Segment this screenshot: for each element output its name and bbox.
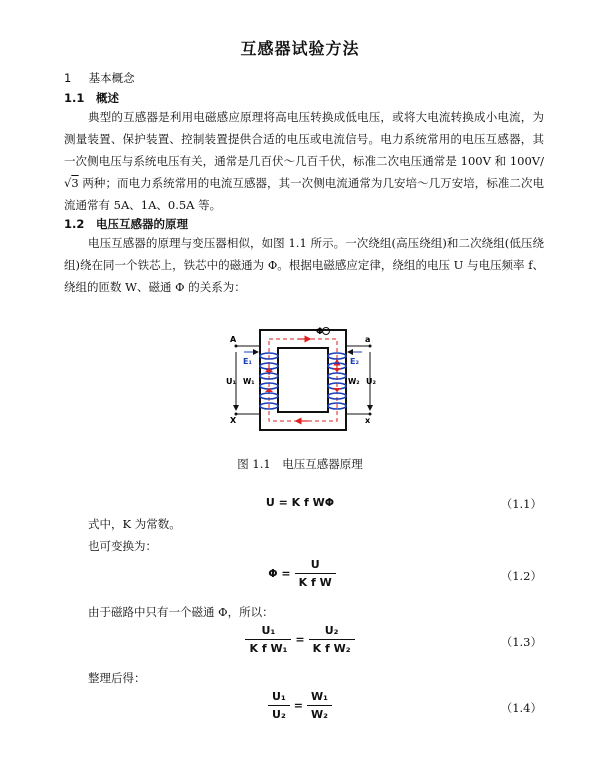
section-label: 电压互感器的原理 (96, 217, 189, 231)
equation-1-2-lhs: Φ = (268, 567, 291, 580)
u1-label: U₁ (226, 377, 236, 386)
page-title: 互感器试验方法 (240, 39, 360, 58)
text-transform: 也可变换为： (88, 539, 157, 553)
numerator: U (295, 558, 336, 574)
section-label: 概述 (96, 91, 120, 105)
text-arrange: 整理后得： (88, 671, 146, 685)
section-heading-1-1 (64, 90, 119, 106)
equation-1-2-number: （1.2） (500, 569, 542, 583)
equation-1-1 (0, 494, 600, 514)
equation-1-4-left-fraction (268, 690, 290, 721)
core-outer (260, 330, 346, 430)
numerator: U₁ (268, 690, 290, 706)
paragraph-overview-part2: 两种；而电力系统常用的电流互感器，其一次侧电流通常为几安培～几万安培，标准二次电流通常有 5A、1A、0.5A 等。 (64, 176, 544, 212)
denominator: K f W₂ (312, 642, 351, 655)
figure-caption: 图 1.1 电压互感器原理 (237, 457, 363, 471)
equation-1-4 (0, 690, 600, 726)
numerator: U₁ (245, 624, 291, 640)
paragraph-overview-part1: 典型的互感器是利用电磁感应原理将高电压转换成低电压，或将大电流转换成小电流，为测量装置、保护装置、控制装置提供合适的电压或电流信号。电力系统常用的电压互感器，其一次侧电压与系统电压有关，通常是几百伏～几百千伏，标准二次电压通常是 100V 和 100V/ (64, 110, 544, 168)
terminal-a: a (365, 335, 371, 344)
denominator: U₂ (272, 708, 286, 721)
denominator: K f W (298, 576, 332, 589)
section-label: 基本概念 (88, 71, 135, 85)
paragraph-vt-principle: 电压互感器的原理与变压器相似，如图 1.1 所示。一次绕组(高压绕组)和二次绕组(低压绕组)绕在同一个铁芯上，铁芯中的磁通为 Φ。根据电磁感应定律，绕组的电压 U 与电压频率 f、绕组的匝数 W、磁通 Φ 的关系为： (64, 236, 544, 294)
denominator: W₂ (311, 708, 328, 721)
core-window (278, 348, 328, 412)
equation-1-3-right-fraction (309, 624, 355, 655)
equation-1-2-fraction (295, 558, 336, 589)
terminal-x: x (365, 416, 371, 425)
w2-label: W₂ (348, 377, 360, 386)
section-heading-1-2 (64, 216, 188, 232)
equals-sign: = (293, 699, 303, 712)
text-k-constant: 式中，K 为常数。 (88, 517, 181, 531)
numerator: U₂ (309, 624, 355, 640)
flux-path (269, 339, 337, 421)
text-single-flux: 由于磁路中只有一个磁通 Φ，所以： (88, 605, 274, 619)
transformer-diagram (228, 322, 378, 438)
terminal-A: A (230, 335, 237, 344)
paragraph-overview (64, 106, 544, 216)
equals-sign: = (295, 633, 305, 646)
equation-1-4-number: （1.4） (500, 701, 542, 715)
e1-label: E₁ (243, 357, 252, 366)
numerator: W₁ (307, 690, 332, 706)
equation-1-2 (0, 558, 600, 594)
equation-1-1-number: （1.1） (500, 497, 542, 511)
equation-1-3 (0, 624, 600, 660)
section-heading-1 (64, 70, 135, 86)
section-number: 1.2 (64, 217, 85, 231)
w1-label: W₁ (243, 377, 255, 386)
sqrt-symbol: √ (64, 176, 72, 190)
equation-1-1-body: U = K f WΦ (265, 496, 335, 509)
equation-1-4-right-fraction (307, 690, 332, 721)
sqrt-radicand: 3 (71, 176, 79, 190)
terminal-X: X (230, 416, 237, 425)
section-number: 1.1 (64, 91, 85, 105)
equation-1-3-number: （1.3） (500, 635, 542, 649)
u2-label: U₂ (366, 377, 376, 386)
section-number: 1 (64, 71, 72, 85)
denominator: K f W₁ (249, 642, 288, 655)
flux-label: Φ (316, 327, 324, 337)
e2-label: E₂ (350, 357, 359, 366)
equation-1-3-left-fraction (245, 624, 291, 655)
